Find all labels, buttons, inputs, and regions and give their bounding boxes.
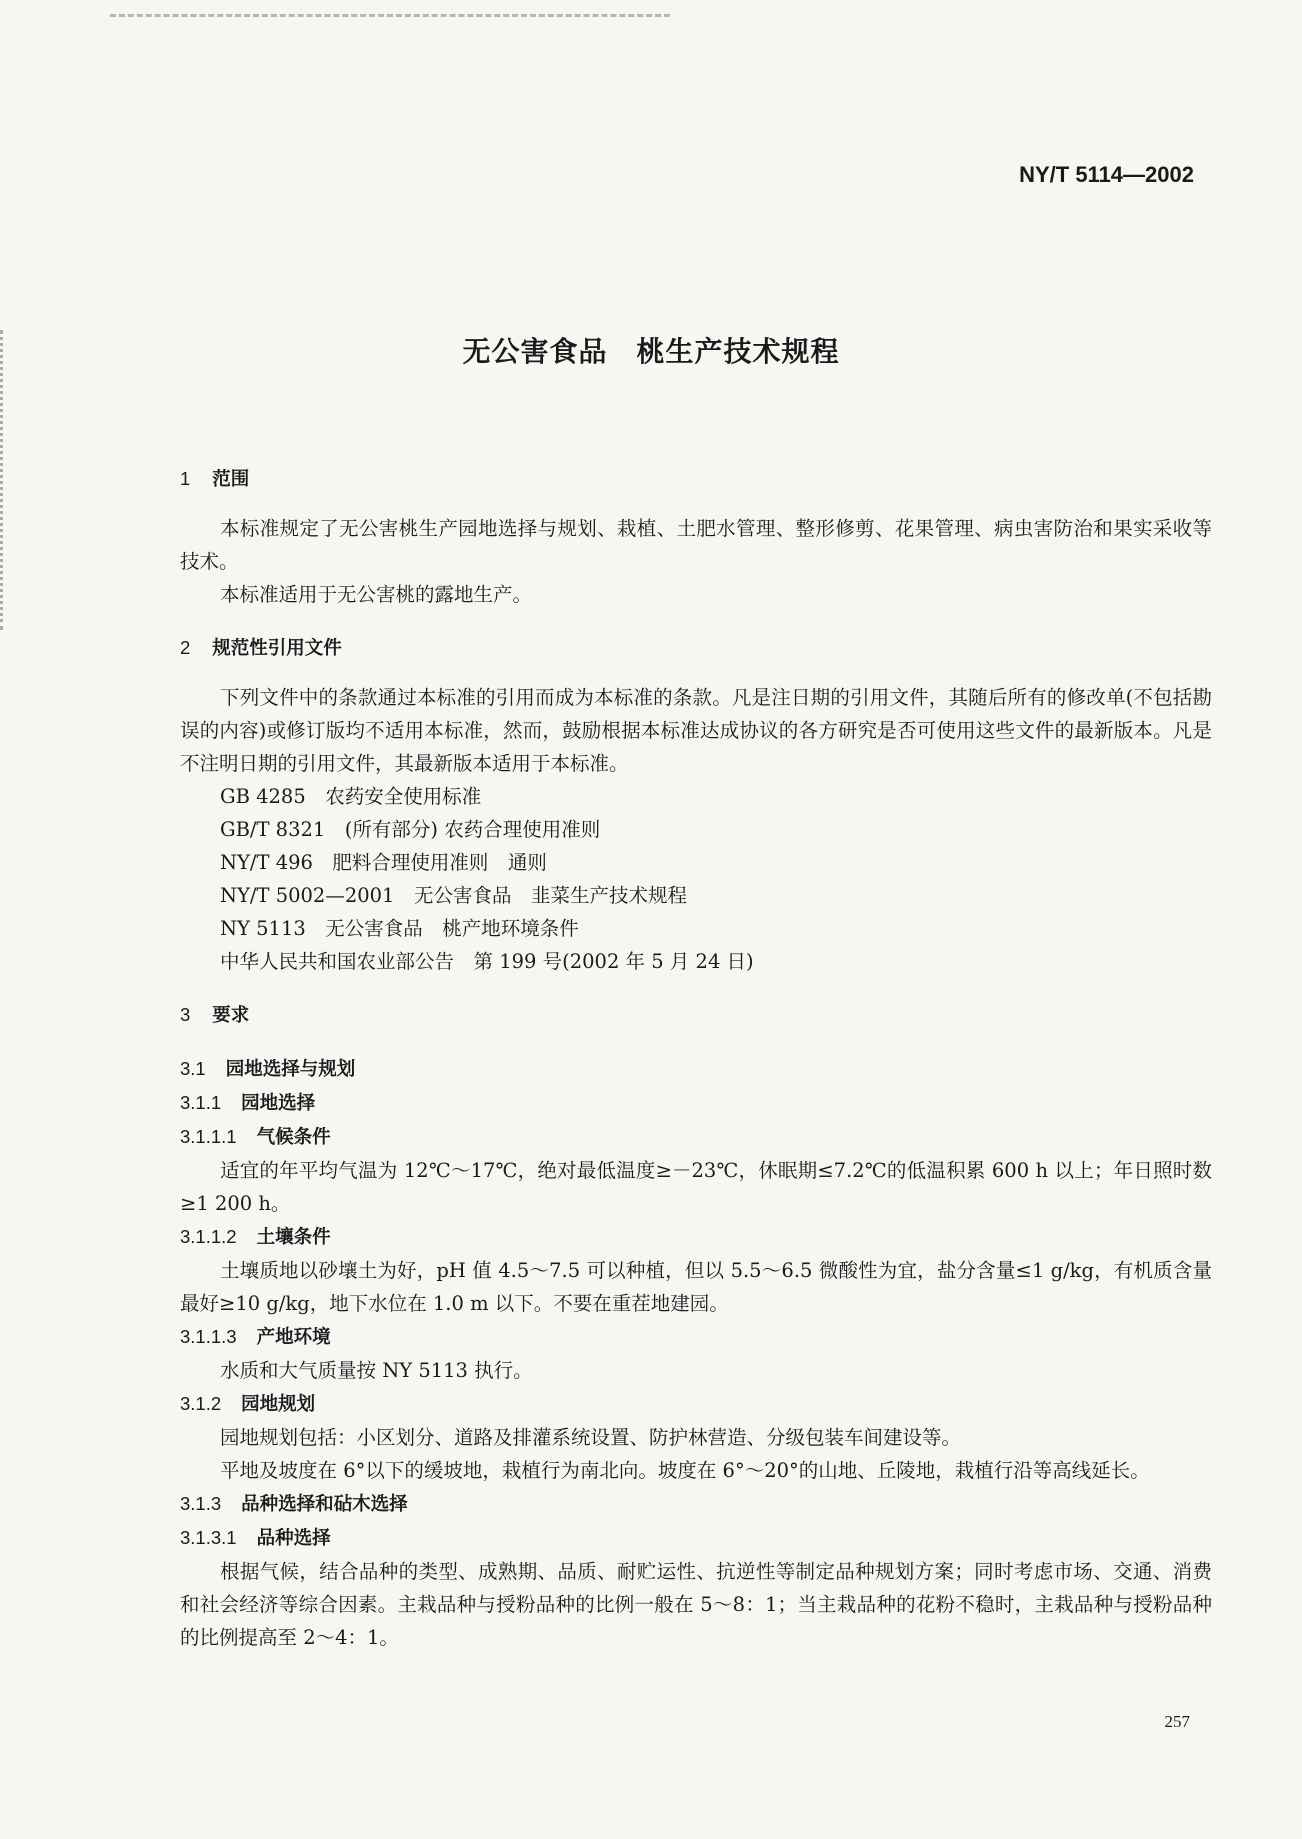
section-number: 3 <box>180 1004 191 1025</box>
subsection-title: 园地选择与规划 <box>225 1059 356 1080</box>
subsection-title: 园地规划 <box>241 1394 316 1415</box>
reference-item: 中华人民共和国农业部公告 第 199 号(2002 年 5 月 24 日) <box>220 950 754 973</box>
subsection-heading <box>180 1086 1212 1120</box>
section-title: 范围 <box>212 469 250 490</box>
subsection-heading <box>180 1387 1212 1421</box>
subsection-number: 3.1.2 <box>180 1393 222 1414</box>
subsection-heading <box>180 1120 1212 1154</box>
paragraph: 本标准适用于无公害桃的露地生产。 <box>220 583 533 606</box>
document-body <box>180 462 1212 1654</box>
paragraph: 园地规划包括：小区划分、道路及排灌系统设置、防护林营造、分级包装车间建设等。 <box>220 1426 962 1449</box>
page-number: 257 <box>1164 1712 1190 1731</box>
subsection-heading <box>180 1521 1212 1555</box>
subsection-title: 土壤条件 <box>256 1227 331 1248</box>
paragraph: 水质和大气质量按 NY 5113 执行。 <box>220 1359 533 1382</box>
subsection-heading <box>180 1320 1212 1354</box>
reference-item: NY/T 496 肥料合理使用准则 通则 <box>220 851 547 874</box>
subsection-title: 气候条件 <box>256 1127 331 1148</box>
paragraph: 下列文件中的条款通过本标准的引用而成为本标准的条款。凡是注日期的引用文件，其随后所有的修改单(不包括勘误的内容)或修订版均不适用本标准，然而，鼓励根据本标准达成协议的各方研究是否可使用这些文件的最新版本。凡是不注明日期的引用文件，其最新版本适用于本标准。 <box>180 686 1212 775</box>
subsection-number: 3.1.1.3 <box>180 1326 237 1347</box>
standard-code: NY/T 5114—2002 <box>1019 162 1194 187</box>
reference-item: GB 4285 农药安全使用标准 <box>220 785 482 808</box>
paragraph: 适宜的年平均气温为 12℃～17℃，绝对最低温度≥－23℃，休眠期≤7.2℃的低温积累 600 h 以上；年日照时数≥1 200 h。 <box>180 1159 1212 1215</box>
scan-artifact-left <box>0 330 13 630</box>
paragraph: 根据气候，结合品种的类型、成熟期、品质、耐贮运性、抗逆性等制定品种规划方案；同时考虑市场、交通、消费和社会经济等综合因素。主栽品种与授粉品种的比例一般在 5～8：1；当主栽品种的花粉不稳时，主栽品种与授粉品种的比例提高至 2～4：1。 <box>180 1560 1212 1649</box>
document-title: 无公害食品 桃生产技术规程 <box>462 335 840 368</box>
subsection-number: 3.1 <box>180 1058 206 1079</box>
reference-item: NY 5113 无公害食品 桃产地环境条件 <box>220 917 579 940</box>
subsection-title: 产地环境 <box>256 1327 331 1348</box>
section-number: 2 <box>180 637 191 658</box>
scan-artifact-top <box>110 0 670 17</box>
section-3-heading <box>180 998 1212 1032</box>
subsection-heading <box>180 1052 1212 1086</box>
subsection-title: 品种选择 <box>256 1528 331 1549</box>
section-title: 要求 <box>212 1005 250 1026</box>
paragraph: 土壤质地以砂壤土为好，pH 值 4.5～7.5 可以种植，但以 5.5～6.5 微酸性为宜，盐分含量≤1 g/kg，有机质含量最好≥10 g/kg，地下水位在 1.0 m 以下。不要在重茬地建园。 <box>180 1259 1212 1315</box>
paragraph: 平地及坡度在 6°以下的缓坡地，栽植行为南北向。坡度在 6°～20°的山地、丘陵地，栽植行沿等高线延长。 <box>220 1459 1150 1482</box>
reference-item: GB/T 8321 (所有部分) 农药合理使用准则 <box>220 818 601 841</box>
paragraph: 本标准规定了无公害桃生产园地选择与规划、栽植、土肥水管理、整形修剪、花果管理、病虫害防治和果实采收等技术。 <box>180 517 1212 573</box>
subsection-number: 3.1.3.1 <box>180 1527 237 1548</box>
subsection-number: 3.1.1 <box>180 1092 222 1113</box>
section-2-heading <box>180 631 1212 665</box>
subsection-title: 品种选择和砧木选择 <box>241 1494 408 1515</box>
reference-item: NY/T 5002—2001 无公害食品 韭菜生产技术规程 <box>220 884 687 907</box>
section-number: 1 <box>180 468 191 489</box>
subsection-number: 3.1.3 <box>180 1493 222 1514</box>
subsection-title: 园地选择 <box>241 1093 316 1114</box>
subsection-number: 3.1.1.1 <box>180 1126 237 1147</box>
section-title: 规范性引用文件 <box>212 638 342 659</box>
subsection-number: 3.1.1.2 <box>180 1226 237 1247</box>
subsection-heading <box>180 1220 1212 1254</box>
subsection-heading <box>180 1487 1212 1521</box>
section-1-heading <box>180 462 1212 496</box>
